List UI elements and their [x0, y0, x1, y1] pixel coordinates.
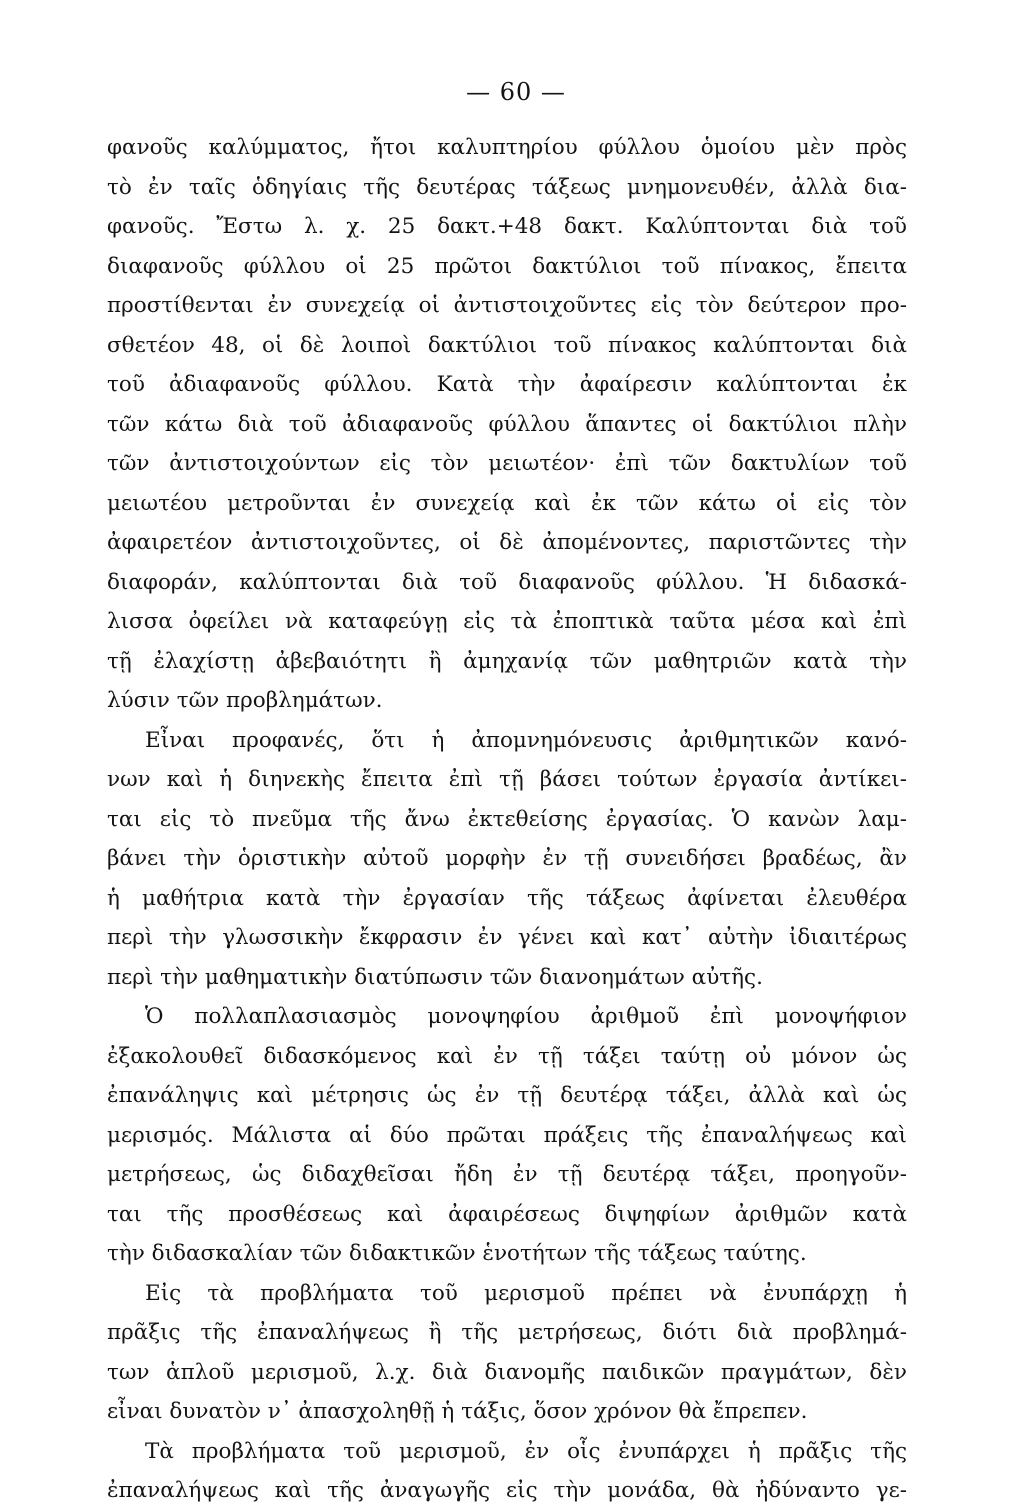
text-line: προστίθενται ἐν συνεχείᾳ οἱ ἀντιστοιχοῦντες εἰς τὸν δεύτερον προ-: [107, 293, 907, 318]
text-line: λύσιν τῶν προβλημάτων.: [107, 688, 383, 713]
text-line: τῶν κάτω διὰ τοῦ ἀδιαφανοῦς φύλλου ἅπαντες οἱ δακτύλιοι πλὴν: [107, 411, 907, 437]
text-line: μερισμός. Μάλιστα αἱ δύο πρῶται πράξεις τῆς ἐπαναλήψεως καὶ: [107, 1122, 907, 1148]
paragraph-4: [107, 1274, 907, 1432]
text-line: φανοῦς. Ἔστω λ. χ. 25 δακτ.+48 δακτ. Καλύπτονται διὰ τοῦ: [107, 214, 907, 239]
text-column: [107, 128, 907, 1511]
text-line: Εἶναι προφανές, ὅτι ἡ ἀπομνημόνευσις ἀριθμητικῶν κανό-: [145, 727, 907, 753]
text-line: τοῦ ἀδιαφανοῦς φύλλου. Κατὰ τὴν ἀφαίρεσιν καλύπτονται ἐκ: [107, 372, 907, 397]
text-line: φανοῦς καλύμματος, ἤτοι καλυπτηρίου φύλλου ὁμοίου μὲν πρὸς: [107, 135, 907, 160]
text-line: ἡ μαθήτρια κατὰ τὴν ἐργασίαν τῆς τάξεως ἀφίνεται ἐλευθέρα: [107, 885, 907, 911]
text-line: Ὁ πολλαπλασιασμὸς μονοψηφίου ἀριθμοῦ ἐπὶ μονοψήφιον: [145, 1004, 907, 1029]
text-line: τὴν διδασκαλίαν τῶν διδακτικῶν ἑνοτήτων τῆς τάξεως ταύτης.: [107, 1241, 807, 1266]
paragraph-2: [107, 721, 907, 998]
text-line: πρᾶξις τῆς ἐπαναλήψεως ἢ τῆς μετρήσεως, διότι διὰ προβλημά-: [107, 1320, 907, 1345]
paragraph-1: [107, 128, 907, 721]
text-line: περὶ τὴν γλωσσικὴν ἔκφρασιν ἐν γένει καὶ κατ᾽ αὐτὴν ἰδιαιτέρως: [107, 925, 907, 950]
text-line: των ἁπλοῦ μερισμοῦ, λ.χ. διὰ διανομῆς παιδικῶν πραγμάτων, δὲν: [107, 1359, 907, 1385]
text-line: σθετέον 48, οἱ δὲ λοιποὶ δακτύλιοι τοῦ πίνακος καλύπτονται διὰ: [107, 332, 907, 358]
text-line: ἐπαναλήψεως καὶ τῆς ἀναγωγῆς εἰς τὴν μονάδα, θὰ ἠδύναντο γε-: [107, 1478, 907, 1503]
text-line: ται εἰς τὸ πνεῦμα τῆς ἄνω ἐκτεθείσης ἐργασίας. Ὁ κανὼν λαμ-: [107, 806, 907, 832]
text-line: λισσα ὀφείλει νὰ καταφεύγῃ εἰς τὰ ἐποπτικὰ ταῦτα μέσα καὶ ἐπὶ: [107, 609, 907, 634]
text-line: περὶ τὴν μαθηματικὴν διατύπωσιν τῶν διανοημάτων αὐτῆς.: [107, 964, 763, 990]
text-line: ἐξακολουθεῖ διδασκόμενος καὶ ἐν τῇ τάξει ταύτῃ οὐ μόνον ὡς: [107, 1043, 907, 1069]
text-line: Εἰς τὰ προβλήματα τοῦ μερισμοῦ πρέπει νὰ ἐνυπάρχῃ ἡ: [145, 1280, 907, 1306]
text-line: τὸ ἐν ταῖς ὁδηγίαις τῆς δευτέρας τάξεως μνημονευθέν, ἀλλὰ δια-: [107, 174, 907, 200]
page-number: — 60 —: [466, 78, 566, 106]
paragraph-3: [107, 997, 907, 1274]
paragraph-5: [107, 1432, 907, 1511]
text-line: τῶν ἀντιστοιχούντων εἰς τὸν μειωτέον· ἐπὶ τῶν δακτυλίων τοῦ: [107, 451, 907, 476]
text-line: ἐπανάληψις καὶ μέτρησις ὡς ἐν τῇ δευτέρᾳ τάξει, ἀλλὰ καὶ ὡς: [107, 1083, 907, 1108]
text-line: νων καὶ ἡ διηνεκὴς ἔπειτα ἐπὶ τῇ βάσει τούτων ἐργασία ἀντίκει-: [107, 767, 907, 792]
text-line: βάνει τὴν ὁριστικὴν αὐτοῦ μορφὴν ἐν τῇ συνειδήσει βραδέως, ἂν: [107, 846, 907, 871]
text-line: μετρήσεως, ὡς διδαχθεῖσαι ἤδη ἐν τῇ δευτέρᾳ τάξει, προηγοῦν-: [107, 1162, 907, 1187]
text-line: μειωτέου μετροῦνται ἐν συνεχείᾳ καὶ ἐκ τῶν κάτω οἱ εἰς τὸν: [107, 490, 907, 516]
text-line: διαφανοῦς φύλλου οἱ 25 πρῶτοι δακτύλιοι τοῦ πίνακος, ἔπειτα: [107, 253, 907, 279]
text-line: ται τῆς προσθέσεως καὶ ἀφαιρέσεως διψηφίων ἀριθμῶν κατὰ: [107, 1201, 907, 1227]
text-line: διαφοράν, καλύπτονται διὰ τοῦ διαφανοῦς φύλλου. Ἡ διδασκά-: [107, 569, 907, 595]
text-line: εἶναι δυνατὸν ν᾽ ἀπασχοληθῇ ἡ τάξις, ὅσον χρόνον θὰ ἔπρεπεν.: [107, 1399, 808, 1424]
text-line: τῇ ἐλαχίστῃ ἀβεβαιότητι ἢ ἀμηχανίᾳ τῶν μαθητριῶν κατὰ τὴν: [107, 648, 907, 674]
text-line: ἀφαιρετέον ἀντιστοιχοῦντες, οἱ δὲ ἀπομένοντες, παριστῶντες τὴν: [107, 530, 907, 555]
text-line: Τὰ προβλήματα τοῦ μερισμοῦ, ἐν οἷς ἐνυπάρχει ἡ πρᾶξις τῆς: [145, 1438, 907, 1464]
